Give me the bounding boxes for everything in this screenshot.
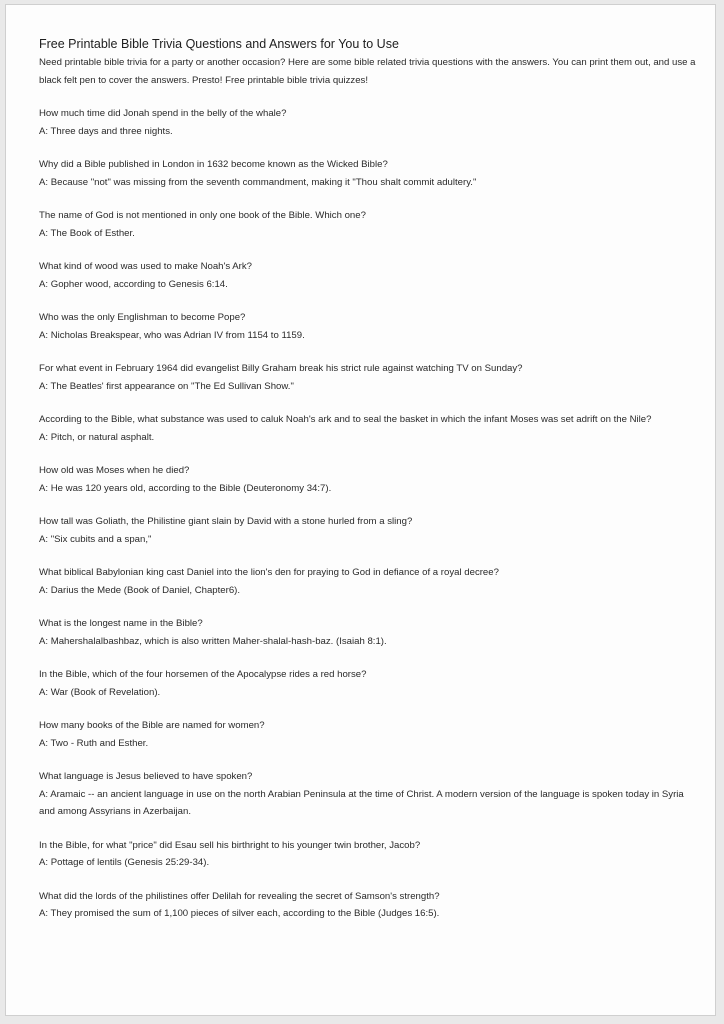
question: What biblical Babylonian king cast Daniel into the lion's den for praying to God in defiance of a royal decree? [39,567,499,578]
answer: A: "Six cubits and a span," [39,533,152,545]
qa-item [39,717,699,752]
answer: A: Because "not" was missing from the seventh commandment, making it "Thou shalt commit adultery." [39,176,477,188]
answer: A: Mahershalalbashbaz, which is also written Maher-shalal-hash-baz. (Isaiah 8:1). [39,635,387,647]
intro-paragraph: Need printable bible trivia for a party or another occasion? Here are some bible related trivia questions with the answers. You can print them out, and use a black felt pen to cover the answers. Presto! Free printable bible trivia quizzes! [39,57,696,86]
qa-item [39,462,699,497]
qa-item [39,156,699,191]
question: In the Bible, for what "price" did Esau sell his birthright to his younger twin brother, Jacob? [39,839,421,851]
question: How many books of the Bible are named for women? [39,720,265,731]
question: What did the lords of the philistines offer Delilah for revealing the secret of Samson's strength? [39,890,440,902]
page-title: Free Printable Bible Trivia Questions and Answers for You to Use [39,37,399,51]
question: The name of God is not mentioned in only one book of the Bible. Which one? [39,210,366,221]
answer: A: The Beatles' first appearance on "The Ed Sullivan Show." [39,380,294,392]
question: What kind of wood was used to make Noah's Ark? [39,261,253,272]
question: How old was Moses when he died? [39,465,190,476]
answer: A: He was 120 years old, according to the Bible (Deuteronomy 34:7). [39,482,332,494]
answer: A: Aramaic -- an ancient language in use on the north Arabian Peninsula at the time of Christ. A modern version of the language is spoken today in Syria and among Assyrians in Azerbaijan. [39,788,684,817]
question: Who was the only Englishman to become Pope? [39,312,246,323]
answer: A: Nicholas Breakspear, who was Adrian IV from 1154 to 1159. [39,329,305,341]
qa-item [39,768,699,821]
qa-item [39,309,699,344]
question: How much time did Jonah spend in the belly of the whale? [39,108,287,119]
answer: A: Pitch, or natural asphalt. [39,431,155,443]
answer: A: Two - Ruth and Esther. [39,737,149,749]
question: Why did a Bible published in London in 1632 become known as the Wicked Bible? [39,159,388,170]
question: According to the Bible, what substance was used to caluk Noah's ark and to seal the basket in which the infant Moses was set adrift on the Nile? [39,414,652,425]
question: In the Bible, which of the four horsemen of the Apocalypse rides a red horse? [39,669,367,680]
qa-item [39,564,699,599]
qa-item [39,615,699,650]
qa-item [39,666,699,701]
question: What is the longest name in the Bible? [39,618,203,629]
qa-item [39,513,699,548]
qa-item [39,360,699,395]
qa-item [39,411,699,446]
answer: A: Pottage of lentils (Genesis 25:29-34). [39,857,210,868]
qa-item [39,888,699,923]
qa-item [39,258,699,293]
answer: A: Gopher wood, according to Genesis 6:14. [39,278,228,290]
answer: A: They promised the sum of 1,100 pieces of silver each, according to the Bible (Judges 16:5). [39,908,440,919]
document-content [39,36,699,923]
answer: A: Darius the Mede (Book of Daniel, Chapter6). [39,584,241,596]
answer: A: The Book of Esther. [39,227,135,239]
question: For what event in February 1964 did evangelist Billy Graham break his strict rule against watching TV on Sunday? [39,363,523,374]
answer: A: War (Book of Revelation). [39,686,161,698]
qa-item [39,207,699,242]
question: How tall was Goliath, the Philistine giant slain by David with a stone hurled from a sling? [39,516,413,527]
answer: A: Three days and three nights. [39,125,173,137]
qa-item [39,837,699,872]
document-page [5,4,716,1016]
qa-item [39,105,699,140]
question: What language is Jesus believed to have spoken? [39,771,253,782]
